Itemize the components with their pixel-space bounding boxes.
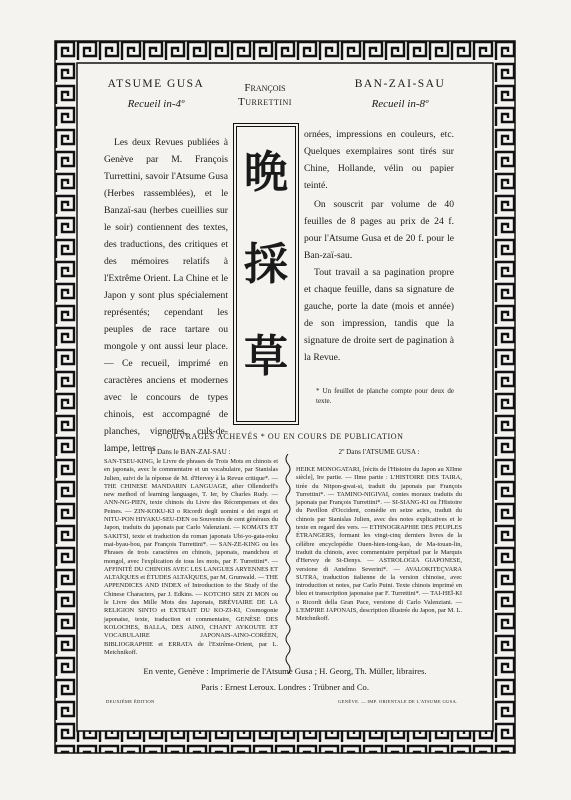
printer-note: GENÈVE. — IMP. ORIENTALE DE L'ATSUME GUSA. <box>338 699 458 704</box>
footnote: * Un feuillet de planche compte pour deux de texte. <box>316 387 454 405</box>
left-column-text: Les deux Revues publiées à Genève par M. François Turrettini, savoir l'Atsume Gusa (Herbes rassemblées), et le Banzaï-sau (herbes cueillies sur le soir) contiennent des textes, des traductions, des critiques et des mémoires relatifs à l'Extrême Orient. La Chine et le Japon y sont plus spécialement représentés; cependant les peuples de race tartare ou mongole y ont aussi leur place. — Ce recueil, imprimé en caractères anciens et modernes avec le concours de types chinois, est accompagné de planches, vignettes, culs-de-lampe, lettres <box>104 137 228 454</box>
right-column-text-3: Tout travail a sa pagination propre et chaque feuille, dans sa signature de gauche, porte la date (mois et année) de son impression, tandis que la signature de droite sert de pagination à la Revue. <box>304 267 454 363</box>
ouvrages-title: OUVRAGES ACHEVÉS * OU EN COURS DE PUBLICATION <box>166 432 404 441</box>
kanji-3: 草 <box>244 331 288 382</box>
left-list-text: SAN-TSEU-KING, le Livre de phrases de Trois Mots en chinois et en japonais, avec le commentaire et un vocabulaire, par Stanislas Julien, suivi de la réponse de M. d'Hervey à la Revue critique*. — THE CHINESE MANDARIN LANGUAGE, after Ollendorff's new method of learning languages, T. Ier, by Charles Rudy. — ANN-NG-PIEN, texte chinois du Livre des Récompenses et des Peines. — ZIN-KOKU-KI o Ricordi degli uomini e dei regni et NITU-PON HIYAKU-SEU-DEN ou Souvenirs de cent généraux du Japon, traduits du japonais par Carlo Valenziani. — KOMATS ET SAKITSI, texte et traduction du roman japonais Ubi-yo-gata-roku mai-byau-bou, par François Turrettini*. — SAN-ZE-KING ou les Phrases de trois caractères en chinois, japonais, mandchou et mongol, avec l'explication de tous les mots, par F. Turrettini*. — AFFINITÉ DU CHINOIS AVEC LES LANGUES ARYENNES ET ALTAÏQUES et ÉTUDES ALTAÏQUES, par M. Grunwald. — THE APPENDICES AND INDEX of Introduction to the Study of the Chinese Characters, par J. Edkins. — KOTCHO SEN ZI MON ou le Livre des Mille Mots des Japonais, BRÉVIAIRE DE LA RELIGION SINTO et EXTRAIT DU KO-ZI-KI, Cosmogonie japonaise, texte, traduction et commentaire, GENÈSE DES KOLOCHES, BALLA, DES AINO, CHANT AYKOUTE ET VOCABULAIRE JAPONAIS-AINO-CORÉEN, BIBLIOGRAPHIE et ERRATA de l'Extrême-Orient, par L. Metchnikoff. <box>104 458 278 656</box>
right-column-text-2: On souscrit par volume de 40 feuilles de 8 pages au prix de 24 f. pour l'Atsume Gusa et de 20 f. pour le Ban-zaï-sau. <box>304 199 454 261</box>
kanji-1: 晩 <box>244 147 288 198</box>
kanji-2: 採 <box>244 239 288 290</box>
right-title: BAN-ZAI-SAU <box>354 78 446 90</box>
right-list-text: HEIKE MONOGATARI, [récits de l'Histoire du Japon au XIIme siècle], Ire partie. — IIme partie : L'HISTOIRE DES TAIRA, tirée du Nitpon-gwai-si, traduit du japonais par François Turrettini*. — TAMINO-NIGIVAI, contes moraux traduits du japonais par François Turrettini*. — SI-SIANG-KI ou l'Histoire du Pavillon d'Occident, comédie en seize actes, traduit du chinois par Stanislas Julien, avec des notes explicatives et le texte en regard des vers. — ETHNOGRAPHIE DES PEUPLES ÉTRANGERS, formant les vingt-cinq derniers livres de la célèbre encyclopédie Ouen-hien-tong-kao, de Ma-touan-lin, traduit du chinois, avec commentaire perpétuel par le Marquis d'Hervey de St-Denys. — ASTROLOGIA GIAPONESE, versione di Antelmo Severini*. — AVALOKITEÇVARA SUTRA, traduction italienne de la version chinoise, avec introduction et notes, par Carlo Puini. Texte chinois imprimé en bleu et transcription japonaise par F. Turrettini*. — TAI-HEÏ-KI o Ricordi della Gran Pace, versione di Carlo Valenziani. — L'EMPIRE JAPONAIS, description illustrée du Japon, par M. L. Metchnikoff. <box>296 466 462 623</box>
footer-line-1: En vente, Genève : Imprimerie de l'Atsume Gusa ; H. Georg, Th. Müller, libraires. <box>143 666 427 676</box>
left-title: ATSUME GUSA <box>107 78 205 90</box>
left-list-heading: 1º Dans le BAN-ZAI-SAU : <box>149 448 231 456</box>
calligraphy-cartouche <box>236 126 296 422</box>
footer-line-2: Paris : Ernest Leroux. Londres : Trübner and Co. <box>200 682 370 692</box>
edition-note: DEUXIÈME ÉDITION <box>106 699 155 704</box>
author-first-name: François <box>244 82 286 94</box>
right-list-heading: 2º Dans l'ATSUME GUSA : <box>338 448 420 456</box>
column-divider <box>284 454 292 680</box>
left-subtitle: Recueil in-4º <box>127 98 185 110</box>
right-column-text-1: ornées, impressions en couleurs, etc. Quelques exemplaires sont tirés sur Chine, Hollande, vélin ou papier teinté. <box>304 129 454 191</box>
author-last-name: Turrettini <box>238 96 292 108</box>
right-subtitle: Recueil in-8º <box>371 98 429 110</box>
